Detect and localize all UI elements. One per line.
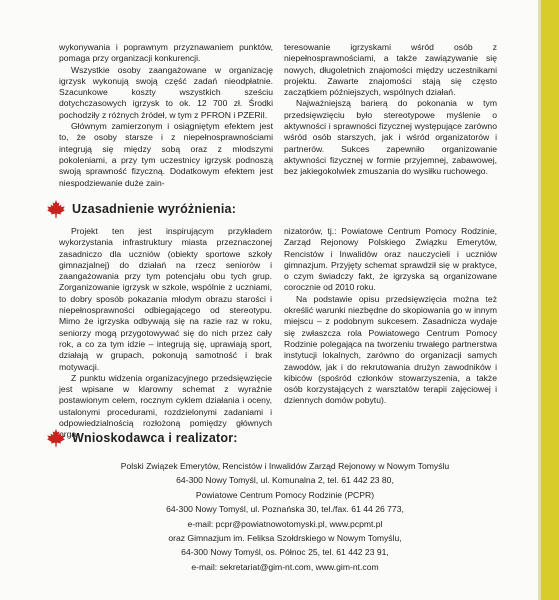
side-color-bar xyxy=(541,0,559,600)
contact-line: 64-300 Nowy Tomyśl, ul. Poznańska 30, tel./fax. 61 44 26 773, xyxy=(166,504,404,515)
section-title: Wnioskodawca i realizator: xyxy=(72,431,238,445)
paragraph: Wszystkie osoby zaangażowane w organizację igrzysk wykonują swoją część zadań nieodpłatnie. Szacunkowe koszty wszystkich sześciu dotychczasowych igrzysk to ok. 12 700 zł. Środki pochodziły z różnych źródeł, w tym z PFRON i PZERiI. xyxy=(59,64,273,120)
contact-line: e-mail: pcpr@powiatnowotomyski.pl, www.pcpmt.pl xyxy=(187,518,383,529)
maple-leaf-icon xyxy=(46,199,66,219)
contact-line: 64-300 Nowy Tomyśl, os. Północ 25, tel. 61 442 23 91, xyxy=(181,547,389,558)
contact-line: Polski Związek Emerytów, Rencistów i Inwalidów Zarząd Rejonowy w Nowym Tomyślu xyxy=(120,461,450,471)
paragraph: teresowanie igrzyskami wśród osób z niepełnosprawnościami, a także zawiązywanie się nowych, długoletnich znajomości między uczestnikami projektu. Zawarte znajomości stają się często zaczątkiem późniejszych, wspólnych działań. xyxy=(284,42,497,98)
top-right-column xyxy=(284,42,497,178)
justification-left-column xyxy=(59,226,272,441)
top-left-column xyxy=(59,42,273,189)
section-title: Uzasadnienie wyróżnienia: xyxy=(72,202,237,216)
paragraph: Głównym zamierzonym i osiągniętym efektem jest to, że osoby starsze i z niepełnosprawnościami integrują się między sobą oraz z młodszymi pokoleniami, a przy tym uczestnicy igrzysk podnoszą swoją sprawność fizyczną. Dodatkowym efektem jest niespodziewanie duże zain- xyxy=(59,121,273,188)
paragraph: Z punktu widzenia organizacyjnego przedsięwzięcie jest wpisane w klarowny schemat z wyraźnie postawionym celem, rocznym cyklem działania i oceny, ustalonymi procedurami, rozdzielonymi zadaniami i odpowiedzialnością rozłożoną pomiędzy głównych orga- xyxy=(59,372,272,440)
justification-right-column xyxy=(284,226,497,407)
contact-line: 64-300 Nowy Tomyśl, ul. Komunalna 2, tel. 61 442 23 80, xyxy=(176,475,394,486)
contact-line: Powiatowe Centrum Pomocy Rodzinie (PCPR) xyxy=(195,489,375,500)
applicant-contact-block xyxy=(80,459,490,574)
paragraph: Najważniejszą barierą do pokonania w tym przedsięwzięciu było stereotypowe myślenie o aktywności i sprawności fizycznej występujące zarówno wśród osób starszych, jak i wśród organizatorów i partnerów. Sukces zapewniło organizowanie aktywności fizycznej w formie przyjemnej, zabawowej, bez jakiegokolwiek zmuszania do wysiłku ruchowego. xyxy=(284,98,497,177)
contact-line: oraz Gimnazjum im. Feliksa Szołdrskiego w Nowym Tomyślu, xyxy=(168,533,402,544)
maple-leaf-icon xyxy=(46,428,66,448)
contact-line: e-mail: sekretariat@gim-nt.com, www.gim-nt.com xyxy=(191,561,379,572)
paragraph: Projekt ten jest inspirującym przykładem wykorzystania infrastruktury miasta przeznaczonej zasadniczo dla uczniów (obiekty sportowe szkoły gimnazjalnej) do działań na rzecz seniorów i zaangażowania przy tym potencjału obu tych grup. Zorganizowanie igrzysk w szkole, wspólnie z uczniami, to dobry sposób pokazania młodym obrazu starości i niepełnosprawności odbiegającego od stereotypu. Mimo że igrzyska odbywają się na razie raz w roku, seniorzy mogą przygotowywać się do nich przez cały rok, a co za tym idzie – integrują się, uprawiają sport, działają w grupach, pokonują samotność i brak motywacji. xyxy=(59,226,272,372)
paragraph: Na podstawie opisu przedsięwzięcia można też określić warunki niezbędne do skopiowania go w innym miejscu – z podobnym sukcesem. Zasadnicza wydaje się zwłaszcza rola Powiatowego Centrum Pomocy Rodzinie polegająca na tworzeniu trwałego partnerstwa instytucji lokalnych, zarówno do organizacji samych zawodów, jak i do rekrutowania drużyn zawodników i kibiców (spośród członków stowarzyszenia, a także osób korzystających z warsztatów terapii zajęciowej i dziennych domów pobytu). xyxy=(284,293,497,406)
section-heading-justification xyxy=(46,199,236,219)
paragraph: nizatorów, tj.: Powiatowe Centrum Pomocy Rodzinie, Zarząd Rejonowy Polskiego Związku Emerytów, Rencistów i Inwalidów oraz nauczycieli i uczniów gimnazjum. Przyjęty schemat sprawdził się w praktyce, o czym świadczy fakt, że igrzyska są organizowane corocznie od 2010 roku. xyxy=(284,226,497,293)
section-heading-applicant xyxy=(46,428,238,448)
paragraph: wykonywania i poprawnym przyznawaniem punktów, pomaga przy organizacji konkurencji. xyxy=(59,42,273,64)
